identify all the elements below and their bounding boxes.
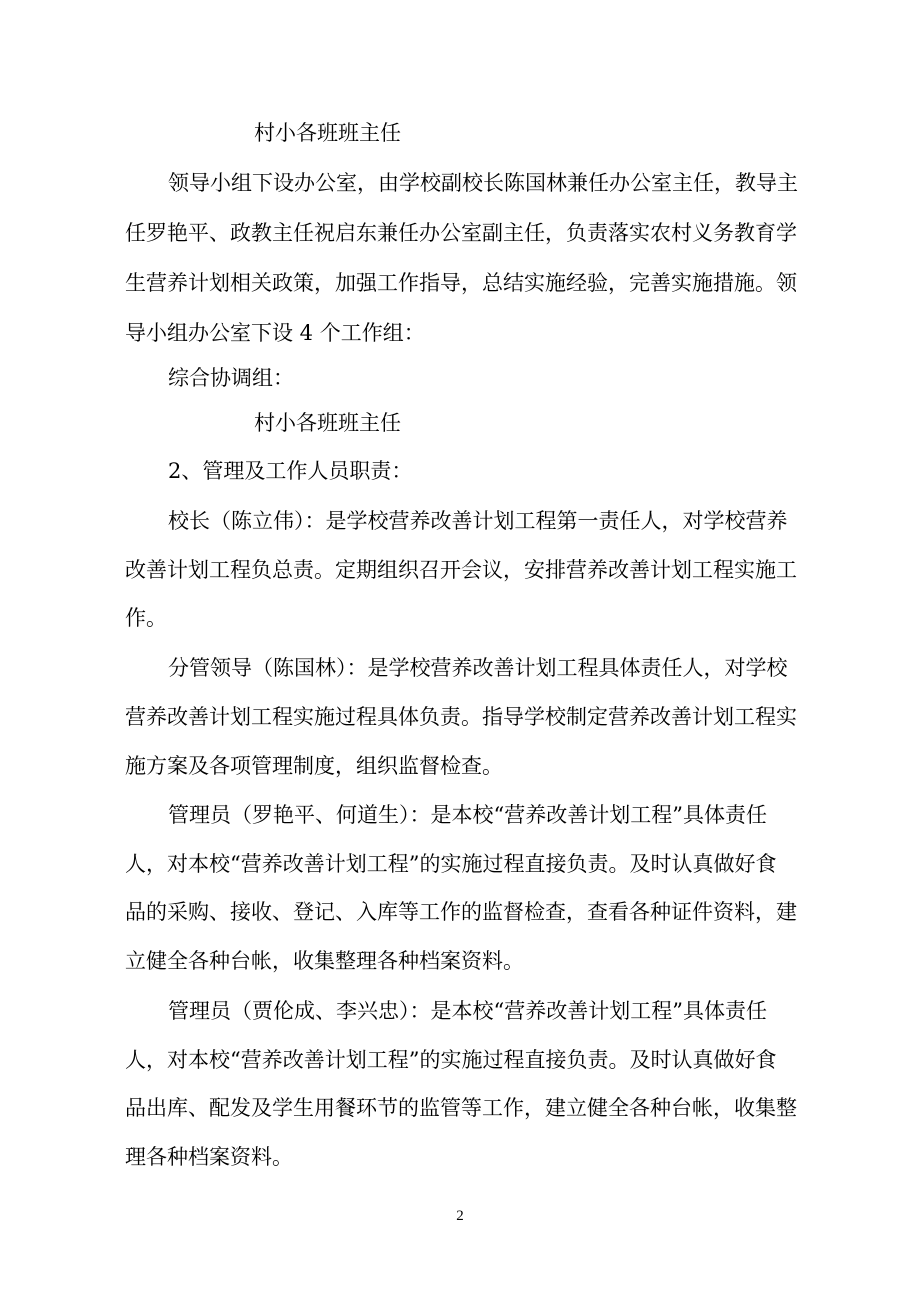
text-line: 品出库、配发及学生用餐环节的监管等工作，建立健全各种台帐，收集整 (125, 1096, 797, 1120)
section-heading: 2、管理及工作人员职责： (168, 459, 413, 483)
text-line: 领导小组下设办公室，由学校副校长陈国林兼任办公室主任，教导主 (168, 171, 798, 195)
text-line: 村小各班班主任 (254, 411, 401, 435)
text-line: 改善计划工程负总责。定期组织召开会议，安排营养改善计划工程实施工 (125, 558, 797, 582)
text-line: 校长（陈立伟）：是学校营养改善计划工程第一责任人，对学校营养 (168, 509, 788, 533)
text-line: 综合协调组： (168, 366, 294, 390)
text-line: 作。 (125, 606, 167, 630)
text-line: 导小组办公室下设 4 个工作组： (125, 321, 425, 345)
page-number: 2 (456, 1208, 464, 1224)
text-line: 人，对本校“营养改善计划工程”的实施过程直接负责。及时认真做好食 (125, 1048, 777, 1072)
text-line: 管理员（贾伦成、李兴忠）：是本校“营养改善计划工程”具体责任 (168, 999, 767, 1023)
text-line: 营养改善计划工程实施过程具体负责。指导学校制定营养改善计划工程实 (125, 705, 797, 729)
text-line: 立健全各种台帐，收集整理各种档案资料。 (125, 949, 524, 973)
text-line: 生营养计划相关政策，加强工作指导，总结实施经验，完善实施措施。领 (125, 271, 797, 295)
text-line: 管理员（罗艳平、何道生）：是本校“营养改善计划工程”具体责任 (168, 803, 767, 827)
text-line: 施方案及各项管理制度，组织监督检查。 (125, 754, 503, 778)
text-line: 人，对本校“营养改善计划工程”的实施过程直接负责。及时认真做好食 (125, 852, 777, 876)
text-line: 分管领导（陈国林）：是学校营养改善计划工程具体责任人，对学校 (168, 656, 788, 680)
text-line: 村小各班班主任 (254, 121, 401, 145)
text-line: 理各种档案资料。 (125, 1145, 293, 1169)
text-line: 品的采购、接收、登记、入库等工作的监督检查，查看各种证件资料，建 (125, 900, 797, 924)
text-line: 任罗艳平、政教主任祝启东兼任办公室副主任，负责落实农村义务教育学 (125, 221, 797, 245)
